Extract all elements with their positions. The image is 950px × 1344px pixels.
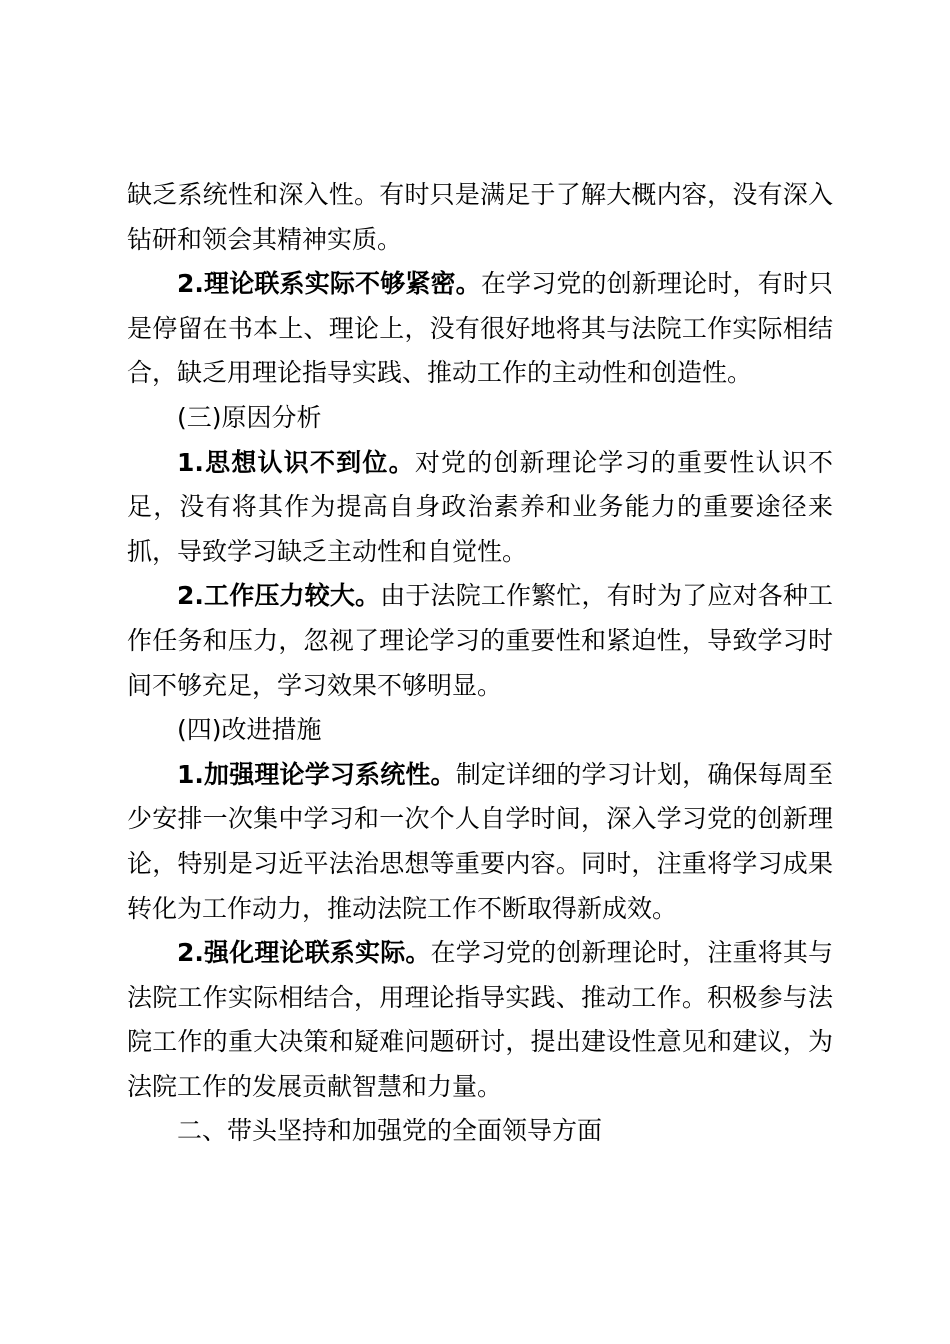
paragraph	[127, 173, 833, 262]
paragraph-lead: 1.加强理论学习系统性。	[177, 759, 456, 789]
paragraph	[127, 262, 833, 396]
paragraph	[127, 441, 833, 575]
paragraph	[127, 931, 833, 1109]
paragraph-text: (四)改进措施	[177, 715, 322, 745]
paragraph-lead: 2.工作压力较大。	[177, 581, 381, 611]
paragraph-text: 缺乏系统性和深入性。有时只是满足于了解大概内容，没有深入钻研和领会其精神实质。	[127, 180, 833, 254]
paragraph-text: 二、带头坚持和加强党的全面领导方面	[177, 1116, 603, 1146]
paragraph-text: 在学习党的创新理论时，注重将其与法院工作实际相结合，用理论指导实践、推动工作。积极参与法院工作的重大决策和疑难问题研讨，提出建设性意见和建议，为法院工作的发展贡献智慧和力量。	[127, 938, 833, 1101]
section-heading	[127, 1109, 833, 1154]
paragraph	[127, 753, 833, 931]
paragraph-lead: 1.思想认识不到位。	[177, 447, 415, 477]
paragraph-text: 对党的创新理论学习的重要性认识不足，没有将其作为提高自身政治素养和业务能力的重要途径来抓，导致学习缺乏主动性和自觉性。	[127, 447, 833, 566]
paragraph-lead: 2.强化理论联系实际。	[177, 938, 431, 968]
paragraph-text: 制定详细的学习计划，确保每周至少安排一次集中学习和一次个人自学时间，深入学习党的创新理论，特别是习近平法治思想等重要内容。同时，注重将学习成果转化为工作动力，推动法院工作不断取得新成效。	[127, 759, 833, 923]
paragraph-text: 在学习党的创新理论时，有时只是停留在书本上、理论上，没有很好地将其与法院工作实际相结合，缺乏用理论指导实践、推动工作的主动性和创造性。	[127, 269, 833, 388]
section-heading	[127, 396, 833, 441]
paragraph-text: (三)原因分析	[177, 402, 322, 432]
section-heading	[127, 708, 833, 753]
paragraph-text: 由于法院工作繁忙，有时为了应对各种工作任务和压力，忽视了理论学习的重要性和紧迫性，导致学习时间不够充足，学习效果不够明显。	[127, 581, 833, 700]
paragraph	[127, 574, 833, 708]
document-body	[127, 173, 833, 1154]
paragraph-lead: 2.理论联系实际不够紧密。	[177, 269, 481, 299]
